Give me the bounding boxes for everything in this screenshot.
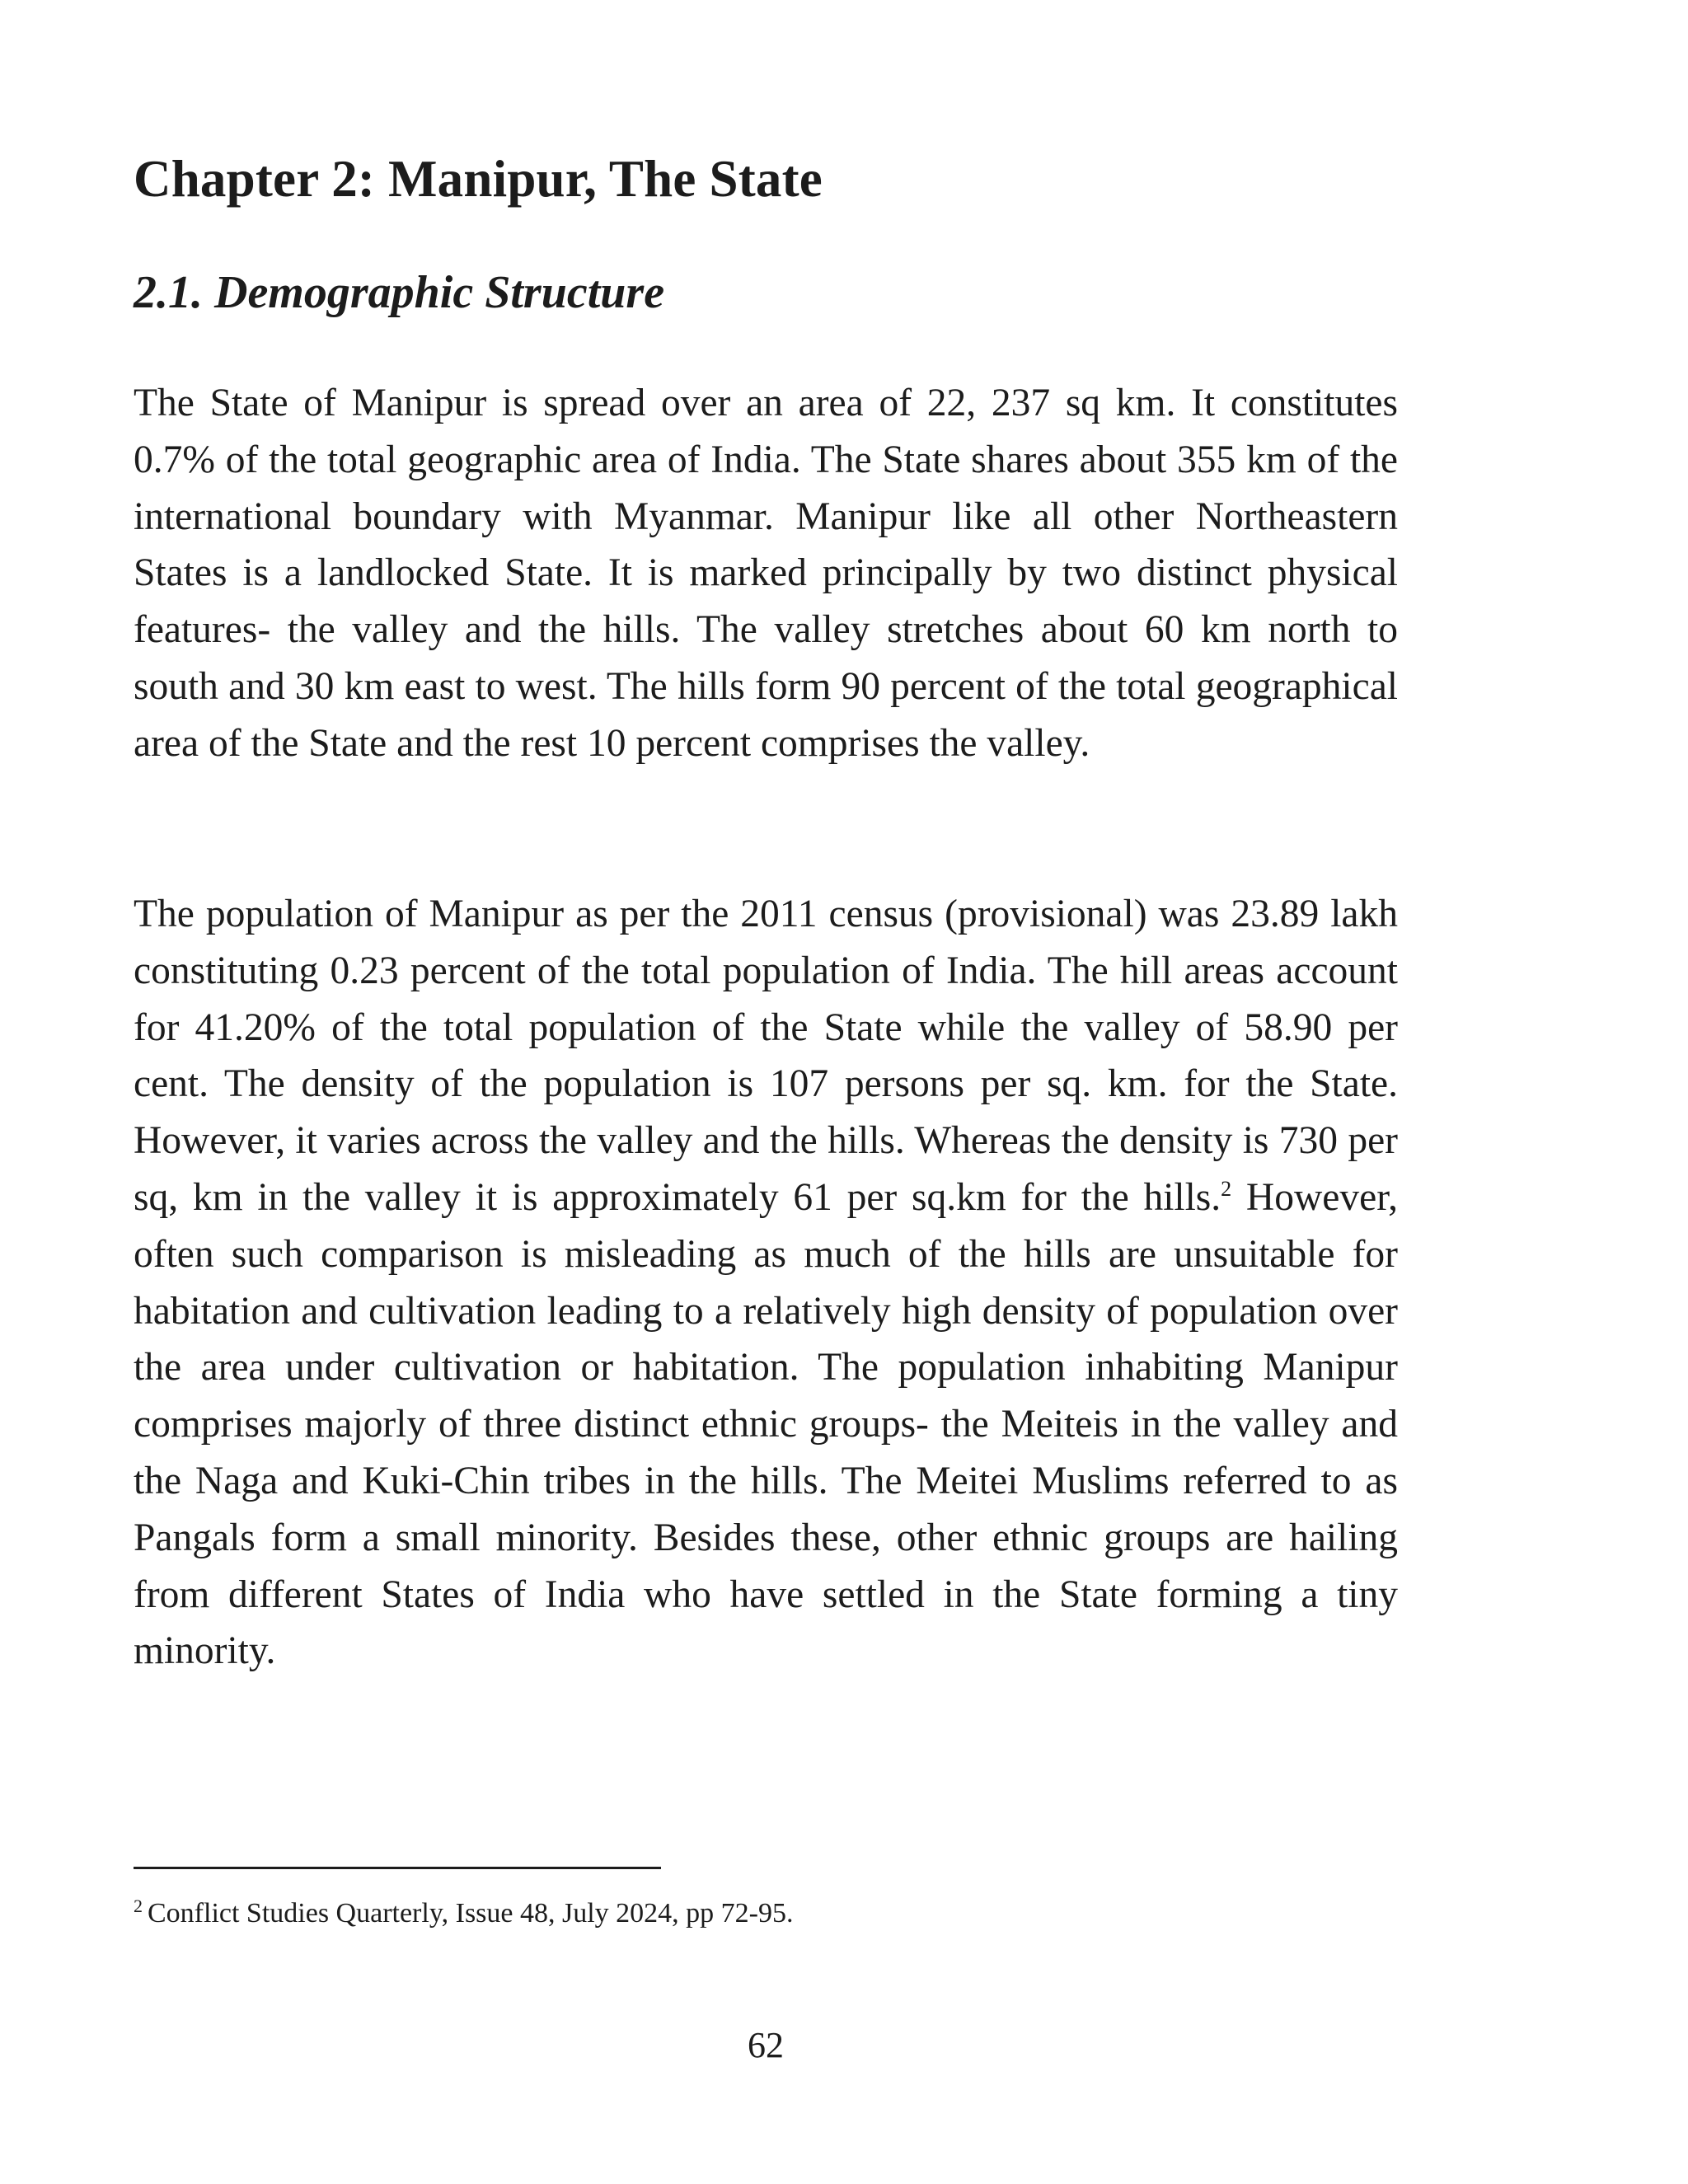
- body-paragraph-1: The State of Manipur is spread over an area of 22, 237 sq km. It constitutes 0.7% of the total geographic area of India. The State shares about 355 km of the international boundary with Myanmar. Manipur like all other Northeastern States is a landlocked State. It is marked principally by two distinct physical features- the valley and the hills. The valley stretches about 60 km north to south and 30 km east to west. The hills form 90 percent of the total geographical area of the State and the rest 10 percent comprises the valley.: [134, 382, 1398, 765]
- page-number: 62: [748, 2025, 784, 2065]
- section-heading: 2.1. Demographic Structure: [134, 267, 665, 318]
- footnote-reference[interactable]: 2: [1221, 1177, 1232, 1202]
- document-page: [134, 0, 1398, 2184]
- footnote-text: Conflict Studies Quarterly, Issue 48, July 2024, pp 72-95.: [148, 1898, 794, 1929]
- paragraph-2-text-part-2: However, often such comparison is misleading as much of the hills are unsuitable for habitation and cultivation leading to a relatively high density of population over the area under cultivation or habitation. The population inhabiting Manipur comprises majorly of three distinct ethnic groups- the Meiteis in the valley and the Naga and Kuki-Chin tribes in the hills. The Meitei Muslims referred to as Pangals form a small minority. Besides these, other ethnic groups are hailing from different States of India who have settled in the State forming a tiny minority.: [134, 1175, 1398, 1673]
- paragraph-2-text-part-1: The population of Manipur as per the 2011 census (provisional) was 23.89 lakh constituting 0.23 percent of the total population of India. The hill areas account for 41.20% of the total population of the State while the valley of 58.90 per cent. The density of the population is 107 persons per sq. km. for the State. However, it varies across the valley and the hills. Whereas the density is 730 per sq, km in the valley it is approximately 61 per sq.km for the hills.: [134, 893, 1398, 1219]
- footnote-divider: [134, 1867, 661, 1869]
- footnote-marker: 2: [134, 1895, 143, 1916]
- body-paragraph-2: [134, 886, 1398, 1680]
- chapter-title: Chapter 2: Manipur, The State: [134, 150, 823, 208]
- footnote: [134, 1896, 794, 1932]
